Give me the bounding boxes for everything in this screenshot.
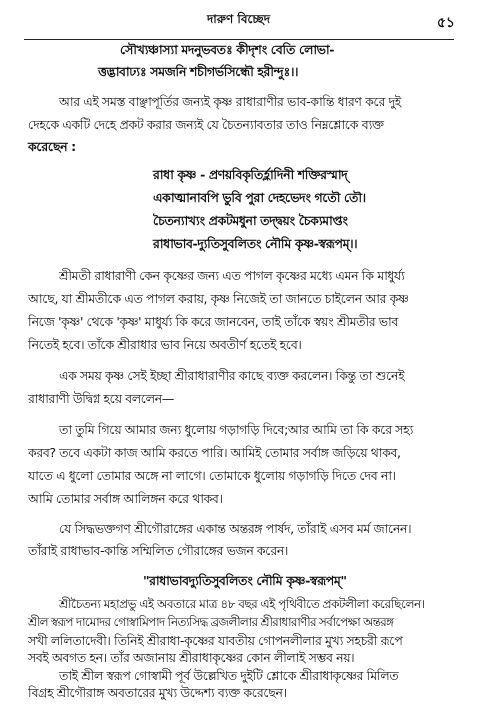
- page-header: [0, 9, 477, 33]
- verse-line: একাত্মানাবপি ভুবি পুরা দেহভেদং গতৌ তৌ।: [153, 190, 366, 205]
- paragraph-line: নিজে 'কৃষ্ণ' থেকে 'কৃষ্ণ' মাধুর্য্য কি করে জানবেন, তাই তাঁকে স্বয়ং শ্রীমতীর ভাব: [28, 314, 398, 329]
- paragraph-line: তাই শ্রীল স্বরূপ গোস্বামী পূর্ব উল্লেখিত দুইটি শ্লোকে শ্রীরাধাকৃষ্ণের মিলিত: [59, 667, 399, 683]
- paragraph-line: তাঁরাই রাধাভাব-কান্তি সম্মিলিত গৌরাঙ্গের ভজন করেন।: [28, 543, 288, 558]
- paragraph-line: যাতে এ ধুলো তোমার অঙ্গে না লাগে। তোমাকে ধুলোয় গড়াগড়ি দিতে দেব না।: [28, 468, 396, 483]
- paragraph-line: আছে, যা শ্রীমতীকে এত পাগল করায়, কৃষ্ণ নিজেই তা জানতে চাইলেন আর কৃষ্ণ: [28, 291, 409, 306]
- paragraph-line: করেছেন :: [28, 139, 76, 154]
- verse-line: চৈতন্যাখ্যং প্রকটমধুনা তদ্দ্বয়ং চৈক্যমাপ্তং: [153, 213, 348, 228]
- paragraph-line: শ্রীল স্বরূপ দামোদর গোস্বামিপাদ নিত্যসিদ্ধ ব্রজলীলার শ্রীরাধারাণীর সর্বাপেক্ষা অন্তরঙ্গ: [28, 615, 394, 630]
- paragraph-line: যে সিদ্ধভক্তগণ শ্রীগৌরাঙ্গের একান্ত অন্তরঙ্গ পার্ষদ, তাঁরাই এসব মর্ম জানেন।: [59, 521, 412, 536]
- paragraph-line: আমি তোমার সর্বাঙ্গ আলিঙ্গন করে থাকব।: [28, 491, 223, 506]
- verse-line: রাধাভাব-দ্যুতিসুবলিতং নৌমি কৃষ্ণ-স্বরূপম্।।: [153, 236, 358, 251]
- paragraph-line: করব? তবে একটা কাজ আমি করতে পারি। আমিই তোমার সর্বাঙ্গ জড়িয়ে থাকব,: [28, 445, 401, 460]
- paragraph-line: দেহকে একটি দেহে প্রকট করার জন্যই যে চৈতন্যাবতার তাও নিম্নশ্লোকে ব্যক্ত: [28, 117, 384, 132]
- paragraph-line: সখী ললিতাদেবী। তিনিই শ্রীরাধা-কৃষ্ণের যাবতীয় গোপনলীলার মুখ্য সহচরী রূপে: [28, 632, 403, 648]
- verse-line: ত্তদ্ভাবাঢ্যঃ সমজনি শচীগর্ভসিন্ধৌ হরীন্দুঃ।।: [98, 64, 299, 79]
- paragraph-line: রাধারাণী উদ্বিগ্ন হয়ে বললেন—: [28, 391, 174, 406]
- quoted-verse: "রাধাভাবদ্যুতিসুবলিতং নৌমি কৃষ্ণ-স্বরূপম্": [143, 573, 347, 588]
- paragraph-line: এক সময় কৃষ্ণ সেই ইচ্ছা শ্রীরাধারাণীর কাছে ব্যক্ত করলেন। কিন্তু তা শুনেই: [59, 368, 405, 383]
- paragraph-line: তা তুমি গিয়ে আমার জন্য ধুলোয় গড়াগড়ি দিবে;আর আমি তা কি করে সহ্য: [59, 422, 413, 437]
- paragraph-line: আর এই সমস্ত বাঞ্ছাপূর্তির জন্যই কৃষ্ণ রাধারাণীর ভাব-কান্তি ধারণ করে দুই: [59, 94, 401, 109]
- paragraph-line: বিগ্রহ শ্রীগৌরাঙ্গ অবতারের মুখ্য উদ্দেশ্য ব্যক্ত করেছেন।: [28, 685, 287, 700]
- paragraph-line: শ্রীচৈতন্য মহাপ্রভু এই অবতারে মাত্র ৪৮ বছর এই পৃথিবীতে প্রকটলীলা করেছিলেন।: [59, 597, 425, 612]
- running-title: দারুণ বিচ্ছেদ: [206, 12, 271, 26]
- verse-line: সৌখ্যঞ্চাস্যা মদনুভবতঃ কীদৃশং বেতি লোভা-: [120, 42, 335, 57]
- paragraph-line: সবই অবগত হন। তাঁর অজানায় শ্রীরাধাকৃষ্ণের কোন লীলাই সম্ভব নয়।: [28, 649, 355, 665]
- page-number: ৫১: [436, 15, 455, 31]
- paragraph-line: শ্রীমতী রাধারাণী কেন কৃষ্ণের জন্য এত পাগল কৃষ্ণের মধ্যে এমন কি মাধুর্য্য: [59, 268, 405, 283]
- paragraph-line: নিতেই হবে। তাঁকে শ্রীরাধার ভাব নিয়ে অবতীর্ণ হতেই হবে।: [28, 337, 302, 352]
- verse-line: রাধা কৃষ্ণ - প্রণয়বিকৃতির্হ্লাদিনী শক্তিরস্মাদ্: [153, 167, 348, 182]
